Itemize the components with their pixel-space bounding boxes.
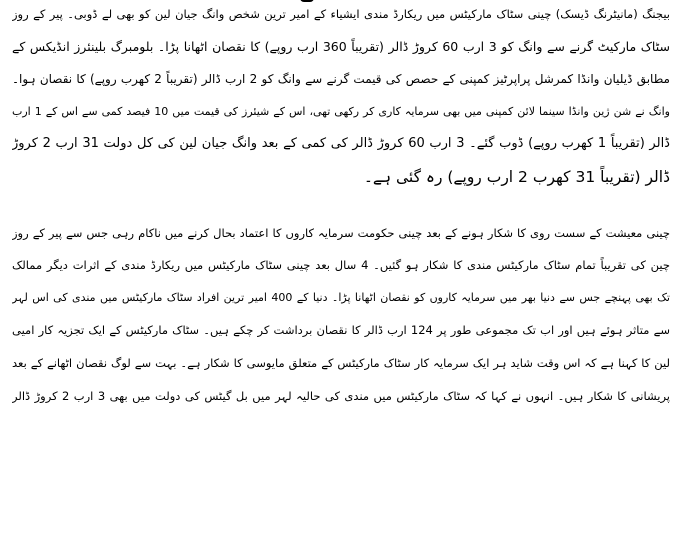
paragraph-2 [12,217,670,413]
text-line: چینی معیشت کے سست روی کا شکار ہونے کے بعد چینی حکومت سرمایہ کاروں کا اعتماد بحال کرنے میں ناکام رہی جس سے پیر کے روز [12,225,670,240]
article-body [12,0,670,412]
text-line: مطابق ڈیلیان وانڈا کمرشل پراپرٹیز کمپنی کے حصص کی قیمت گرنے سے وانگ کو 2 ارب ڈالر (تقریباً 2 کھرب روپے) کا نقصان ہوا۔ [12,72,670,87]
text-line: پریشانی کا شکار ہیں۔ انہوں نے کہا کہ سٹاک مارکیٹس میں مندی کی حالیہ لہر میں بل گیٹس کی دولت میں بھی 3 ارب 2 کروڑ ڈالر [12,388,670,403]
text-line: سے متاثر ہوئے ہیں اور اب تک مجموعی طور پر 124 ارب ڈالر کا نقصان برداشت کر چکے ہیں۔ سٹاک مارکیٹس کے ایک تجزیہ کار امیی [12,323,670,338]
paragraph-spacer [12,194,670,217]
paragraph-1 [12,0,670,194]
text-line: وانگ نے شن ژین وانڈا سینما لائن کمپنی میں بھی سرمایہ کاری کر رکھی تھی، اس کے شیئرز کی قیمت میں 10 فیصد کمی سے اس کے 1 ارب [12,104,670,118]
text-line: بیجنگ (مانیٹرنگ ڈیسک) چینی سٹاک مارکیٹس میں ریکارڈ مندی ایشیاء کے امیر ترین شخص وانگ جیان لین کو بھی لے ڈوبی۔ پیر کے روز [12,7,670,21]
text-line: سٹاک مارکیٹ گرنے سے وانگ کو 3 ارب 60 کروڑ ڈالر (تقریباً 360 ارب روپے) کا نقصان اٹھانا پڑا۔ بلومبرگ بلینئرز انڈیکس کے [12,38,670,54]
text-line: تک بھی پہنچے جس سے دنیا بھر میں سرمایہ کاروں کو نقصان اٹھانا پڑا۔ دنیا کے 400 امیر ترین افراد سٹاک مارکیٹس میں مندی کی اس لہر [12,290,670,304]
text-line: چین کی تقریباً تمام سٹاک مارکیٹس مندی کا شکار ہو گئیں۔ 4 سال بعد چینی سٹاک مارکیٹس میں ریکارڈ مندی کے اثرات دیگر ممالک [12,258,670,273]
text-line: ڈالر (تقریباً 31 کھرب 2 ارب روپے) رہ گئی ہے۔ [363,167,670,186]
text-line: ڈالر (تقریباً 1 کھرب روپے) ڈوب گئے۔ 3 ارب 60 کروڑ ڈالر کی کمی کے بعد وانگ جیان لین کی کل دولت 31 ارب 2 کروڑ [12,136,670,152]
text-line: لین کا کہنا ہے کہ اس وقت شاید ہر ایک سرمایہ کار سٹاک مارکیٹس کے متعلق مایوسی کا شکار ہے۔ بہت سے لوگ نقصان اٹھانے کے بعد [12,355,670,370]
